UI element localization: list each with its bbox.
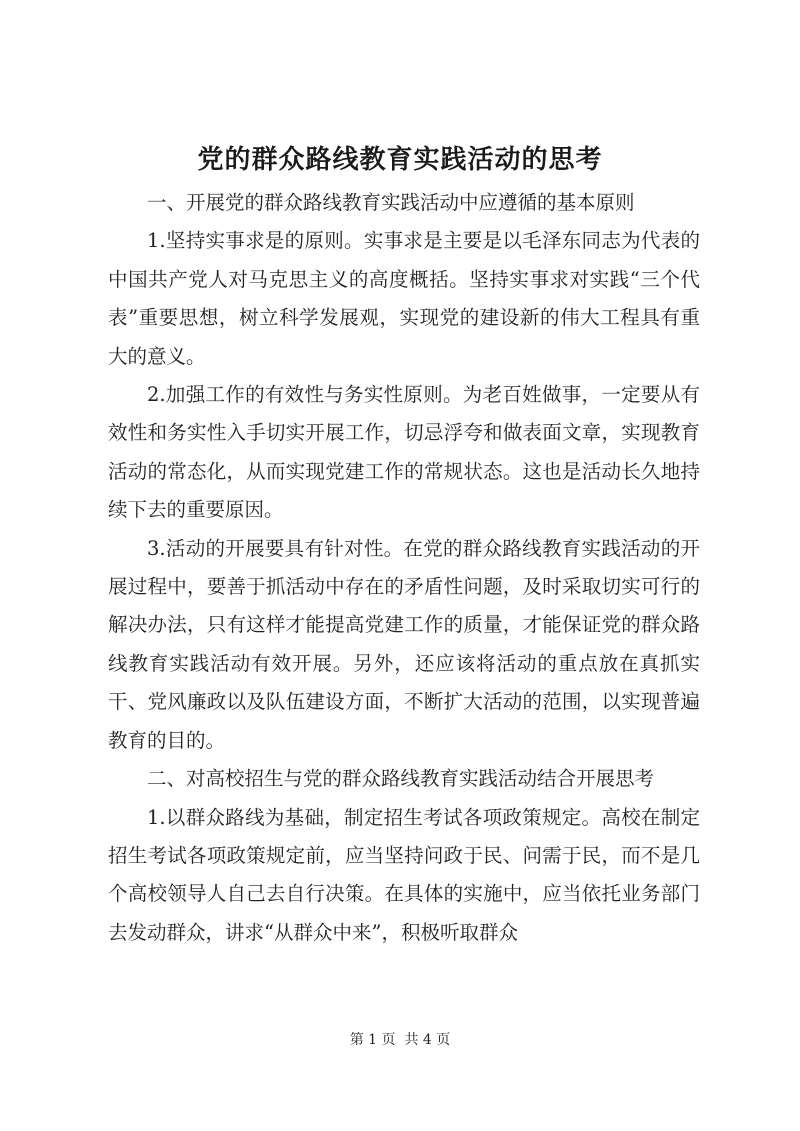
page-title: 党的群众路线教育实践活动的思考 — [197, 145, 603, 175]
section-heading-1: 一、开展党的群众路线教育实践活动中应遵循的基本原则 — [147, 191, 635, 214]
paragraph-principle-1: 1.坚持实事求是的原则。实事求是主要是以毛泽东同志为代表的中国共产党人对马克思主义的高度概括。坚持实事求对实践“三个代表”重要思想，树立科学发展观，实现党的建设新的伟大工程具有重大的意义。 — [108, 229, 700, 368]
section-heading-2: 二、对高校招生与党的群众路线教育实践活动结合开展思考 — [147, 767, 655, 791]
document-body — [108, 184, 700, 952]
paragraph-admission-1: 1.以群众路线为基础，制定招生考试各项政策规定。高校在制定招生考试各项政策规定前，应当坚持问政于民、问需于民，而不是几个高校领导人自己去自行决策。在具体的实施中，应当依托业务部门去发动群众，讲求“从群众中来”，积极听取群众 — [108, 805, 700, 944]
paragraph-principle-3: 3.活动的开展要具有针对性。在党的群众路线教育实践活动的开展过程中，要善于抓活动中存在的矛盾性问题，及时采取切实可行的解决办法，只有这样才能提高党建工作的质量，才能保证党的群众路线教育实践活动有效开展。另外，还应该将活动的重点放在真抓实干、党风廉政以及队伍建设方面，不断扩大活动的范围，以实现普遍教育的目的。 — [108, 536, 700, 752]
page-footer: 第 1 页 共 4 页 — [349, 1032, 451, 1048]
paragraph-principle-2: 2.加强工作的有效性与务实性原则。为老百姓做事，一定要从有效性和务实性入手切实开展工作，切忌浮夸和做表面文章，实现教育活动的常态化，从而实现党建工作的常规状态。这也是活动长久地持续下去的重要原因。 — [108, 383, 700, 522]
